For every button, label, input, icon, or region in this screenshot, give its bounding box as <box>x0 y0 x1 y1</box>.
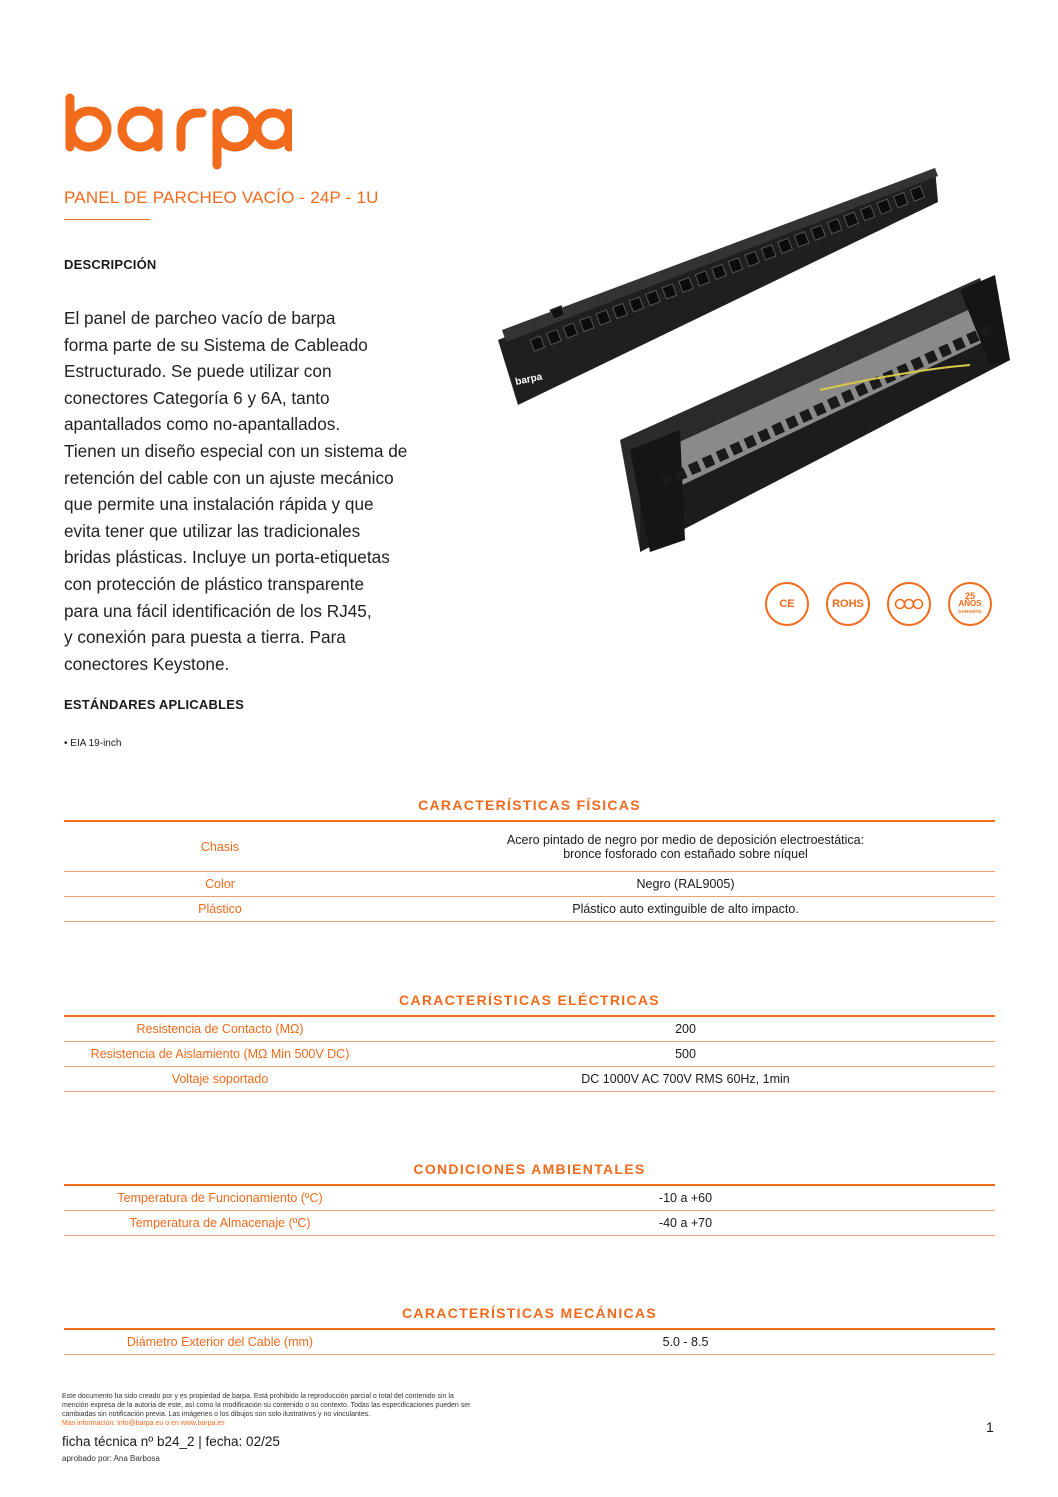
recycle-badge-icon <box>887 582 931 626</box>
spec-key: Temperatura de Funcionamiento (ºC) <box>117 1191 323 1205</box>
svg-text:barpa: barpa <box>514 371 544 388</box>
spec-title: CARACTERÍSTICAS MECÁNICAS <box>402 1305 657 1321</box>
spec-table <box>64 1015 995 1092</box>
title-underline <box>64 219 150 220</box>
spec-value: Plástico auto extinguible de alto impacto. <box>572 902 799 916</box>
spec-environmental <box>64 1161 995 1236</box>
spec-electrical <box>64 992 995 1092</box>
spec-key: Resistencia de Aislamiento (MΩ Min 500V DC) <box>90 1047 350 1061</box>
description-line: forma parte de su Sistema de Cableado <box>64 334 368 355</box>
table-row <box>64 822 995 872</box>
warranty-badge-icon: 25 AÑOS GARANTÍA <box>948 582 992 626</box>
sheet-reference: ficha técnica nº b24_2 | fecha: 02/25 <box>62 1434 280 1449</box>
contact-info: Más información: info@barpa.eu o en www.barpa.es <box>62 1420 225 1427</box>
spec-title: CARACTERÍSTICAS FÍSICAS <box>418 797 641 813</box>
spec-key: Chasis <box>200 839 240 854</box>
table-row <box>64 1017 995 1042</box>
spec-value: 5.0 - 8.5 <box>662 1335 709 1349</box>
legal-notice: Este documento ha sido creado por y es propiedad de barpa. Está prohibido la reproducción parcial o total del contenido sin la mención expresa de la autoría de este, así como la modificación su contenido o su contexto. Todas las especificaciones pueden ser cambiadas sin notificación previa. Las imágenes o los dibujos son solo ilustrativos y no vinculantes. Más información: info@barpa.eu o en www.barpa.es <box>62 1392 522 1428</box>
spec-title: CARACTERÍSTICAS ELÉCTRICAS <box>399 992 660 1008</box>
spec-value: Acero pintado de negro por medio de deposición electroestática: bronce fosforado con estañado sobre níquel <box>506 832 865 861</box>
spec-key: Diámetro Exterior del Cable (mm) <box>126 1335 314 1349</box>
spec-table <box>64 820 995 922</box>
spec-key: Voltaje soportado <box>171 1072 269 1086</box>
spec-value: 200 <box>675 1022 696 1036</box>
description-line: y conexión para puesta a tierra. Para <box>64 627 346 648</box>
spec-key: Resistencia de Contacto (MΩ) <box>136 1022 304 1036</box>
description-line: para una fácil identificación de los RJ45, <box>64 600 372 621</box>
description-line: que permite una instalación rápida y que <box>64 494 374 515</box>
standards-heading: ESTÁNDARES APLICABLES <box>64 697 244 712</box>
rohs-badge-icon: ROHS <box>826 582 870 626</box>
description-text <box>64 305 444 677</box>
ce-badge-icon: CE <box>765 582 809 626</box>
description-line: Estructurado. Se puede utilizar con <box>64 361 332 382</box>
table-row <box>64 1186 995 1211</box>
spec-value: Negro (RAL9005) <box>636 877 735 891</box>
spec-table <box>64 1184 995 1236</box>
standards-item: • EIA 19-inch <box>64 738 122 749</box>
table-row <box>64 872 995 897</box>
description-line: El panel de parcheo vacío de barpa <box>64 308 336 328</box>
product-title: PANEL DE PARCHEO VACÍO - 24P - 1U <box>64 188 379 207</box>
table-row <box>64 1042 995 1067</box>
table-row <box>64 1330 995 1355</box>
description-heading: DESCRIPCIÓN <box>64 257 157 272</box>
description-line: conectores Keystone. <box>64 653 230 674</box>
spec-value: 500 <box>675 1047 696 1061</box>
spec-title: CONDICIONES AMBIENTALES <box>413 1161 646 1177</box>
spec-value: -40 a +70 <box>658 1216 713 1230</box>
description-line: con protección de plástico transparente <box>64 573 365 594</box>
description-line: conectores Categoría 6 y 6A, tanto <box>64 387 330 408</box>
patch-panel-image <box>490 160 1020 570</box>
description-line: evita tener que utilizar las tradicionales <box>64 520 361 541</box>
spec-key: Color <box>205 877 235 891</box>
spec-physical <box>64 797 995 922</box>
spec-value: DC 1000V AC 700V RMS 60Hz, 1min <box>581 1072 790 1086</box>
table-row <box>64 1067 995 1092</box>
spec-mechanical <box>64 1305 995 1355</box>
approved-by: aprobado por: Ana Barbosa <box>62 1454 160 1463</box>
page-number: 1 <box>986 1419 994 1435</box>
description-line: Tienen un diseño especial con un sistema de <box>64 440 408 461</box>
spec-value: -10 a +60 <box>658 1191 713 1205</box>
barpa-logo <box>62 92 292 170</box>
spec-key: Temperatura de Almacenaje (ºC) <box>129 1216 311 1230</box>
description-line: retención del cable con un ajuste mecánico <box>64 467 394 488</box>
table-row <box>64 1211 995 1236</box>
spec-key: Plástico <box>198 902 242 916</box>
description-line: apantallados como no-apantallados. <box>64 414 341 435</box>
description-line: bridas plásticas. Incluye un porta-etiquetas <box>64 547 390 568</box>
spec-table <box>64 1328 995 1355</box>
table-row <box>64 897 995 922</box>
